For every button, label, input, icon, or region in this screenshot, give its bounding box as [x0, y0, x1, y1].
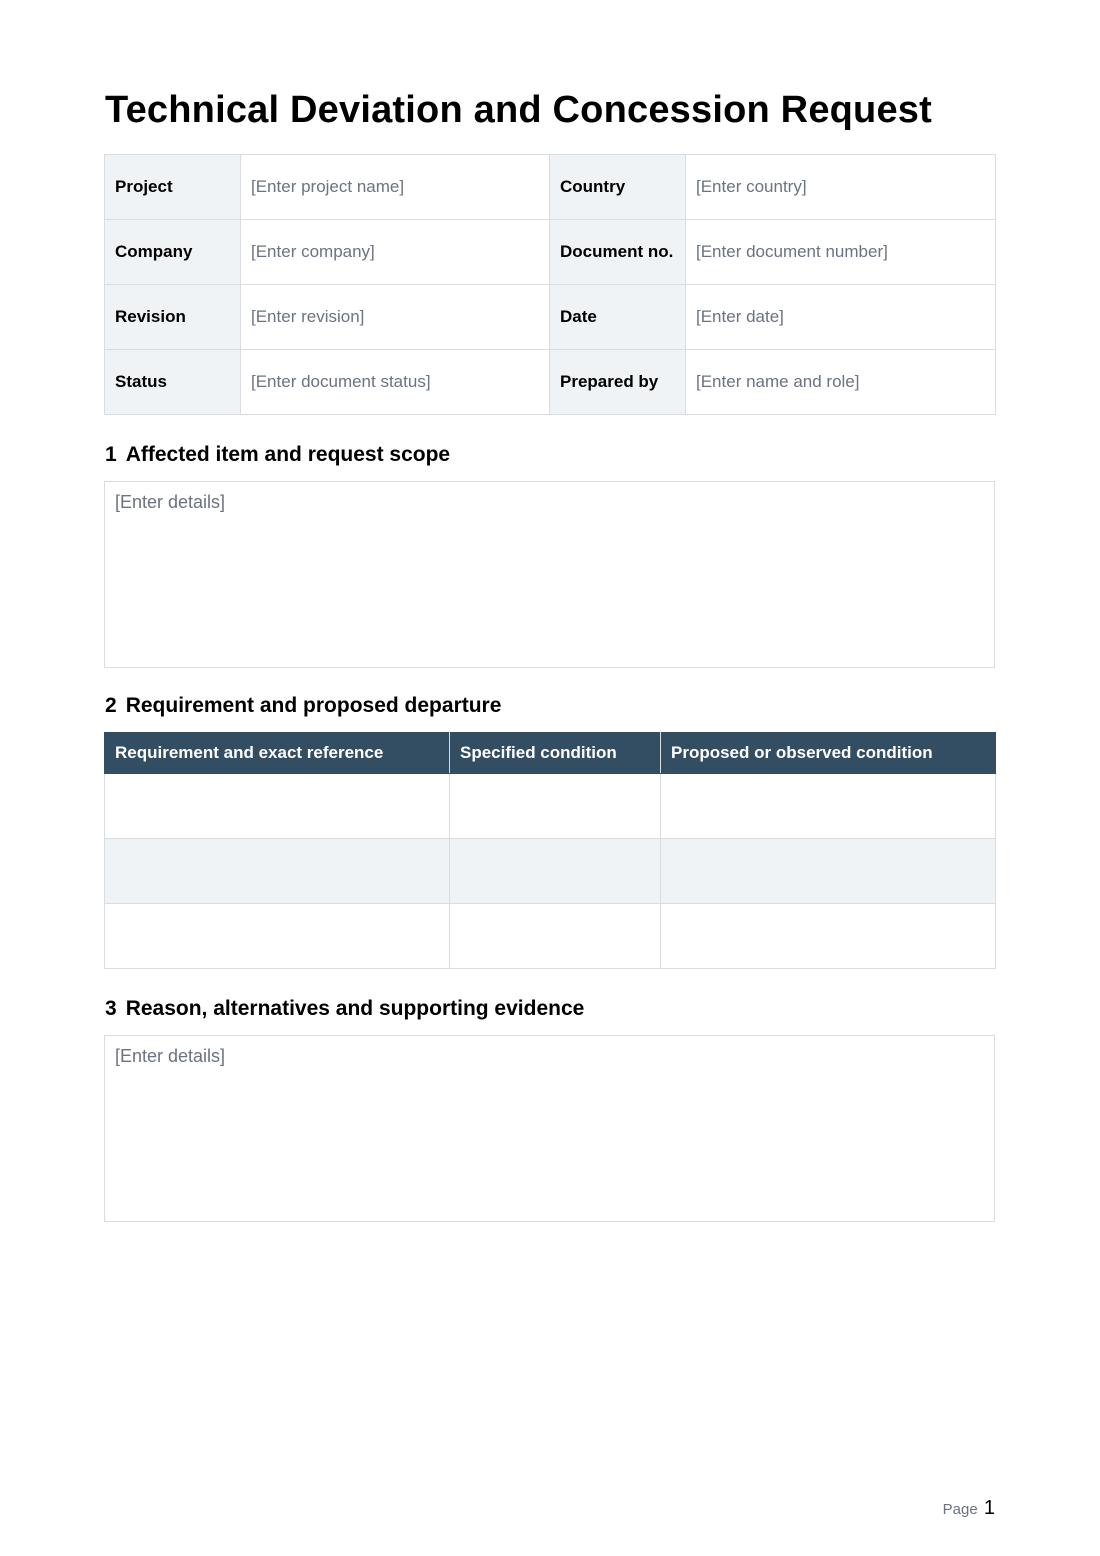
- section-3-heading: [105, 995, 584, 1023]
- document-number-label: Document no.: [550, 220, 686, 285]
- table-cell[interactable]: [105, 904, 450, 969]
- details-placeholder: [Enter details]: [115, 492, 226, 512]
- requirement-table: [104, 732, 996, 969]
- section-title: Affected item and request scope: [125, 443, 451, 466]
- prepared-by-label: Prepared by: [550, 350, 686, 415]
- page-title: Technical Deviation and Concession Request: [105, 89, 932, 131]
- project-field[interactable]: [Enter project name]: [241, 155, 550, 220]
- info-row: [105, 350, 996, 415]
- section-2-heading: [105, 692, 501, 720]
- table-row: [105, 774, 996, 839]
- date-label: Date: [550, 285, 686, 350]
- reason-details-field[interactable]: [104, 1035, 995, 1222]
- table-cell[interactable]: [450, 774, 661, 839]
- section-number: 2: [105, 694, 117, 717]
- page-number: 1: [983, 1497, 995, 1519]
- table-cell[interactable]: [105, 774, 450, 839]
- section-title: Requirement and proposed departure: [125, 694, 502, 717]
- revision-field[interactable]: [Enter revision]: [241, 285, 550, 350]
- section-1-heading: [105, 441, 450, 469]
- date-field[interactable]: [Enter date]: [686, 285, 996, 350]
- section-title: Reason, alternatives and supporting evidence: [125, 997, 585, 1020]
- status-label: Status: [105, 350, 241, 415]
- page-footer: [943, 1496, 995, 1522]
- document-info-table: [104, 154, 996, 415]
- column-header: Specified condition: [450, 733, 661, 774]
- country-field[interactable]: [Enter country]: [686, 155, 996, 220]
- table-cell[interactable]: [661, 839, 996, 904]
- table-row: [105, 839, 996, 904]
- section-number: 3: [105, 997, 117, 1020]
- column-header: Requirement and exact reference: [105, 733, 450, 774]
- project-label: Project: [105, 155, 241, 220]
- page-label: Page: [942, 1501, 978, 1518]
- info-row: [105, 155, 996, 220]
- table-cell[interactable]: [105, 839, 450, 904]
- affected-item-details-field[interactable]: [104, 481, 995, 668]
- country-label: Country: [550, 155, 686, 220]
- status-field[interactable]: [Enter document status]: [241, 350, 550, 415]
- company-label: Company: [105, 220, 241, 285]
- column-header: Proposed or observed condition: [661, 733, 996, 774]
- table-cell[interactable]: [450, 904, 661, 969]
- prepared-by-field[interactable]: [Enter name and role]: [686, 350, 996, 415]
- table-cell[interactable]: [450, 839, 661, 904]
- section-number: 1: [105, 443, 117, 466]
- company-field[interactable]: [Enter company]: [241, 220, 550, 285]
- table-header-row: [105, 733, 996, 774]
- revision-label: Revision: [105, 285, 241, 350]
- table-row: [105, 904, 996, 969]
- info-row: [105, 285, 996, 350]
- details-placeholder: [Enter details]: [115, 1046, 226, 1066]
- table-cell[interactable]: [661, 774, 996, 839]
- info-row: [105, 220, 996, 285]
- document-number-field[interactable]: [Enter document number]: [686, 220, 996, 285]
- table-cell[interactable]: [661, 904, 996, 969]
